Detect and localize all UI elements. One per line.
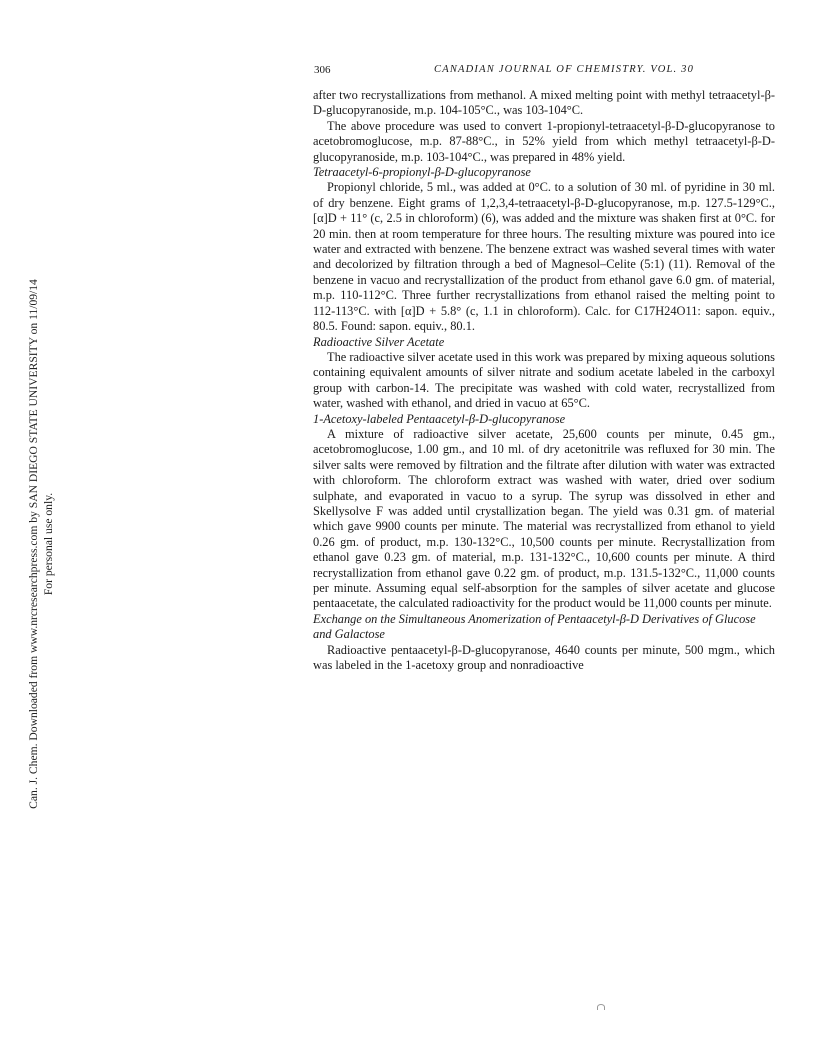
section-heading-acetoxy: 1-Acetoxy-labeled Pentaacetyl-β-D-glucopyranose [313, 411, 566, 426]
paragraph-continuation: after two recrystallizations from methanol. A mixed melting point with methyl tetraacetyl-β-D-glucopyranoside, m.p. 104-105°C., was 103-104°C. [313, 88, 775, 118]
page-number: 306 [314, 64, 331, 76]
section-heading-tetraacetyl: Tetraacetyl-6-propionyl-β-D-glucopyranose [313, 165, 531, 180]
section-heading-silver-acetate: Radioactive Silver Acetate [313, 334, 445, 349]
download-watermark [26, 264, 58, 824]
running-head: CANADIAN JOURNAL OF CHEMISTRY. VOL. 30 [434, 64, 695, 75]
paragraph-procedure: The above procedure was used to convert 1-propionyl-tetraacetyl-β-D-glucopyranose to acetobromoglucose, m.p. 87-88°C., in 52% yield from which methyl tetraacetyl-β-D-glucopyranoside, m.p. 103-104°C., was prepared in 48% yield. [313, 118, 775, 164]
page-header [314, 64, 776, 82]
article-body [313, 88, 775, 673]
watermark-line-1: Can. J. Chem. Downloaded from www.nrcresearchpress.com by SAN DIEGO STATE UNIVERSITY on 11/09/14 [27, 279, 40, 809]
watermark-line-2: For personal use only. [42, 492, 55, 596]
paragraph-tetraacetyl: Propionyl chloride, 5 ml., was added at 0°C. to a solution of 30 ml. of pyridine in 30 ml. of dry benzene. Eight grams of 1,2,3,4-tetraacetyl-β-D-glucopyranose, m.p. 127.5-129°C., [α]D + 11° (c, 2.5 in chloroform) (6), was added and the mixture was shaken first at 0°C. for 20 min. then at room temperature for three hours. The resulting mixture was poured into ice water and extracted with benzene. The benzene extract was washed several times with water and decolorized by filtration through a bed of Magnesol–Celite (5:1) (11). Removal of the benzene in vacuo and recrystallization of the product from ethanol gave 6.0 gm. of material, m.p. 110-112°C. Three further recrystallizations from ethanol raised the melting point to 112-113°C. with [α]D + 5.8° (c, 1.1 in chloroform). Calc. for C17H24O11: sapon. equiv., 80.5. Found: sapon. equiv., 80.1. [313, 180, 775, 334]
paragraph-acetoxy: A mixture of radioactive silver acetate, 25,600 counts per minute, 0.45 gm., acetobromoglucose, 1.00 gm., and 10 ml. of dry acetonitrile was refluxed for 30 min. The silver salts were removed by filtration and the filtrate after dilution with water was extracted with chloroform. The chloroform extract was washed with water, dried over sodium sulphate, and evaporated in vacuo to a syrup. The syrup was dissolved in ether and Skellysolve F was added until crystallization began. The yield was 0.31 gm. of material which gave 9900 counts per minute. The material was recrystallized from ethanol to yield 0.26 gm. of product, m.p. 130-132°C., 10,500 counts per minute. Recrystallization from ethanol gave 0.23 gm. of material, m.p. 131-132°C., 10,600 counts per minute. A third recrystallization from ethanol gave 0.22 gm. of product, m.p. 131.5-132°C., 11,000 counts per minute. Assuming equal self-absorption for the samples of silver acetate and glucose pentaacetate, the calculated radioactivity for the product would be 11,000 counts per minute. [313, 426, 775, 611]
page-mark [597, 1004, 605, 1010]
paragraph-exchange: Radioactive pentaacetyl-β-D-glucopyranose, 4640 counts per minute, 500 mgm., which was labeled in the 1-acetoxy group and nonradioactive [313, 642, 775, 673]
section-heading-exchange: Exchange on the Simultaneous Anomerization of Pentaacetyl-β-D Derivatives of Glucose and Galactose [313, 611, 756, 642]
paragraph-silver-acetate: The radioactive silver acetate used in this work was prepared by mixing aqueous solutions containing equivalent amounts of silver nitrate and sodium acetate labeled in the carboxyl group with carbon-14. The precipitate was washed with cold water, recrystallized from water, washed with ethanol, and dried in vacuo at 65°C. [313, 349, 775, 411]
